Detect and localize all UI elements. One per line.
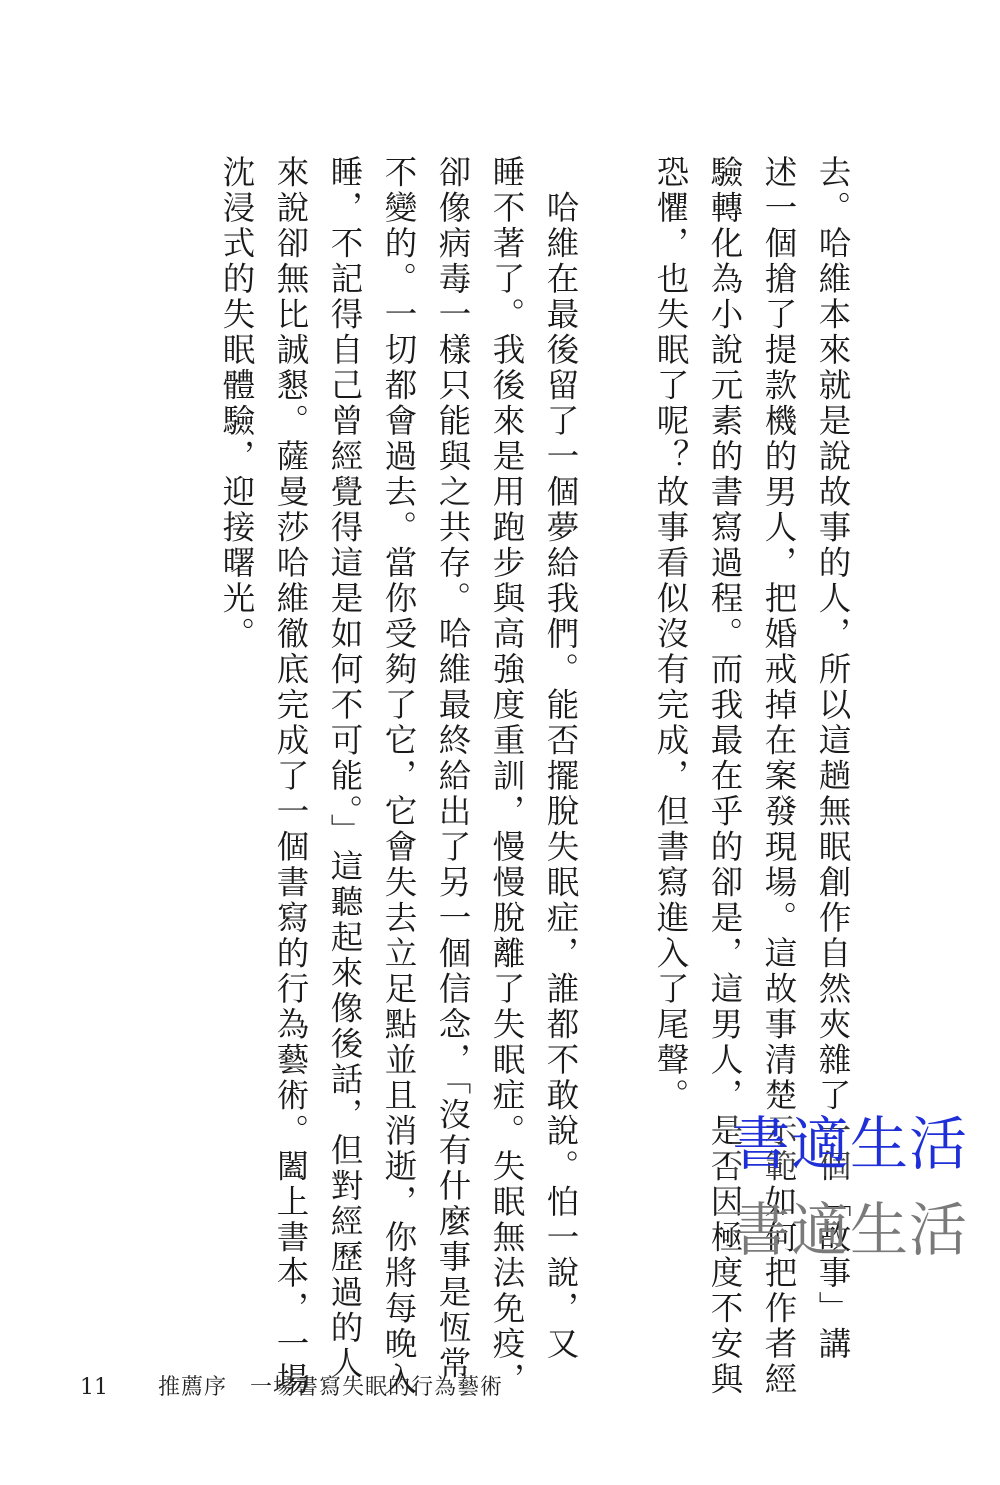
watermark-gray: 書適生活: [732, 1196, 969, 1264]
text-column: 睡不著了。我後來是用跑步與高強度重訓，慢慢脫離了失眠症。失眠無法免疫，: [488, 155, 526, 1398]
text-column: 卻像病毒一樣只能與之共存。哈維最終給出了另一個信念，「沒有什麼事是恆常: [434, 155, 472, 1382]
text-column: 沈浸式的失眠體驗，迎接曙光。: [218, 155, 256, 652]
watermark-blue: 書適生活: [732, 1110, 969, 1178]
text-column: 述一個搶了提款機的男人，把婚戒掉在案發現場。這故事清楚示範如何把作者經: [760, 155, 798, 1398]
text-column: 去。哈維本來就是說故事的人，所以這趟無眠創作自然夾雜了一個「故事」講: [814, 155, 852, 1362]
text-column: 驗轉化為小說元素的書寫過程。而我最在乎的卻是，這男人，是否因極度不安與: [706, 155, 744, 1398]
text-column: 恐懼，也失眠了呢？故事看似沒有完成，但書寫進入了尾聲。: [652, 155, 690, 1114]
text-column: 不變的。一切都會過去。當你受夠了它，它會失去立足點並且消逝，你將每晚入: [380, 155, 418, 1398]
running-head: 推薦序 一場書寫失眠的行為藝術: [158, 1375, 504, 1400]
text-column: 來說卻無比誠懇。薩曼莎哈維徹底完成了一個書寫的行為藝術。闔上書本，一場: [272, 155, 310, 1398]
text-column: 睡，不記得自己曾經覺得這是如何不可能。」這聽起來像後話，但對經歷過的人: [326, 155, 364, 1382]
text-column: 哈維在最後留了一個夢給我們。能否擺脫失眠症，誰都不敢說。怕一說，又: [542, 155, 580, 1362]
page-number: 11: [80, 1375, 108, 1400]
